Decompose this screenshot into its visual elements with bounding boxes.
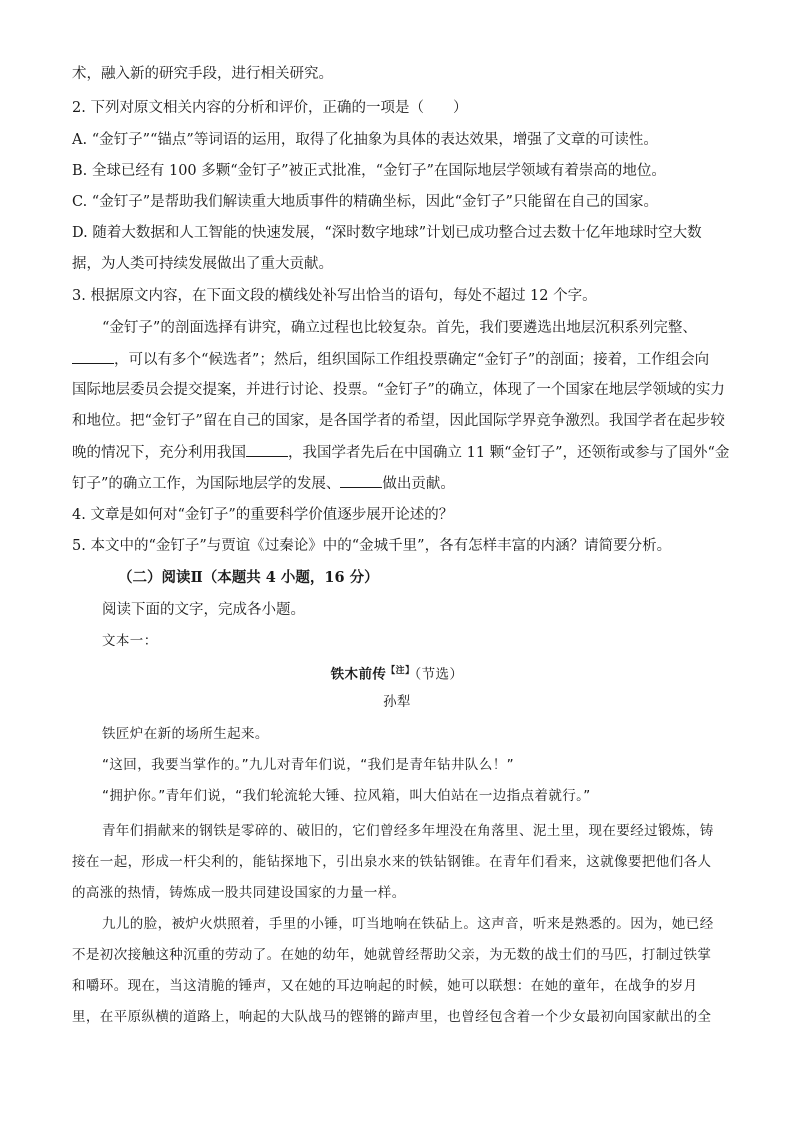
footnote-marker: 【注】: [386, 666, 415, 676]
question3-stem: 3. 根据原文内容，在下面文段的横线处补写出恰当的语句，每处不超过 12 个字。: [72, 288, 597, 304]
question4: 4. 文章是如何对“金钉子”的重要科学价值逐步展开论述的？: [72, 507, 454, 523]
question3-passage-line6: 钉子”的确立工作，为国际地层学的发展、 做出贡献。: [72, 473, 722, 494]
story-paragraph-line: 青年们捐献来的钢铁是零碎的、破旧的，它们曾经多年埋没在角落里、泥土里，现在要经过锻炼，铸: [102, 823, 714, 839]
question2-option-b: B. 全球已经有 100 多颗“金钉子”被正式批准，“金钉子”在国际地层学领域有着崇高的地位。: [72, 163, 666, 179]
text-one-label: 文本一：: [102, 633, 158, 649]
story-author: 孙犁: [383, 694, 411, 710]
story-paragraph-line: 里，在平原纵横的道路上，响起的大队战马的铿锵的蹄声里，也曾经包含着一个少女最初向国家献出的全: [72, 1009, 712, 1025]
story-paragraph-line: “这回，我要当掌作的。”九儿对青年们说，“我们是青年钻井队么！”: [102, 757, 515, 773]
question5: 5. 本文中的“金钉子”与贾谊《过秦论》中的“金城千里”，各有怎样丰富的内涵？请简要分析。: [72, 538, 672, 554]
story-paragraph-line: 的高涨的热情，铸炼成一股共同建设国家的力量一样。: [72, 885, 406, 901]
question3-passage-line2: ，可以有多个“候选者”；然后，组织国际工作组投票确定“金钉子”的剖面；接着，工作组会向: [72, 349, 722, 370]
section2-instruction: 阅读下面的文字，完成各小题。: [102, 602, 305, 618]
story-paragraph-line: 九儿的脸，被炉火烘照着，手里的小锤，叮当地响在铁砧上。这声音，听来是熟悉的。因为，她已经: [102, 916, 714, 932]
fill-blank-1[interactable]: [72, 349, 114, 364]
question2-option-a: A. “金钉子”“锚点”等词语的运用，取得了化抽象为具体的表达效果，增强了文章的可读性。: [72, 132, 658, 148]
question1-tail: 术，融入新的研究手段，进行相关研究。: [72, 66, 333, 82]
fill-blank-3[interactable]: [340, 473, 382, 488]
question3-passage-line4: 和地位。把“金钉子”留在自己的国家，是各国学者的希望，因此国际学界竞争激烈。我国学者在起步较: [72, 413, 725, 429]
fill-blank-2[interactable]: [246, 442, 288, 457]
story-paragraph-line: 接在一起，形成一杆尖利的，能钻探地下，引出泉水来的铁钻钢锥。在青年们看来，这就像要把他们各人: [72, 854, 712, 870]
story-paragraph-line: 铁匠炉在新的场所生起来。: [102, 726, 269, 742]
section2-heading: （二）阅读Ⅱ（本题共 4 小题，16 分）: [118, 569, 379, 586]
question3-passage-line3: 国际地层委员会提交提案，并进行讨论、投票。“金钉子”的确立，体现了一个国家在地层学领域的实力: [72, 382, 725, 398]
story-paragraph-line: 不是初次接触这种沉重的劳动了。在她的幼年，她就曾经帮助父亲，为无数的战士们的马匹，打制过铁掌: [72, 947, 712, 963]
question2-option-d-line2: 据，为人类可持续发展做出了重大贡献。: [72, 256, 333, 272]
question2-option-d-line1: D. 随着大数据和人工智能的快速发展，“深时数字地球”计划已成功整合过去数十亿年地球时空大数: [72, 225, 702, 241]
question3-passage-line1: “金钉子”的剖面选择有讲究，确立过程也比较复杂。首先，我们要遴选出地层沉积系列完整、: [102, 320, 697, 336]
story-title: 铁木前传$^{【注】}$（节选）: [330, 666, 464, 683]
question3-passage-line5: 晚的情况下，充分利用我国 ，我国学者先后在中国确立 11 颗“金钉子”，还领衔或参与了国外“金: [72, 442, 722, 463]
question2-option-c: C. “金钉子”是帮助我们解读重大地质事件的精确坐标，因此“金钉子”只能留在自己的国家。: [72, 194, 658, 210]
question2-stem: 2. 下列对原文相关内容的分析和评价，正确的一项是（ ）: [72, 100, 468, 116]
story-paragraph-line: 和嚼环。现在，当这清脆的锤声，又在她的耳边响起的时候，她可以联想：在她的童年，在战争的岁月: [72, 978, 698, 994]
story-paragraph-line: “拥护你。”青年们说，“我们轮流轮大锤、拉风箱，叫大伯站在一边指点着就行。”: [102, 788, 591, 804]
